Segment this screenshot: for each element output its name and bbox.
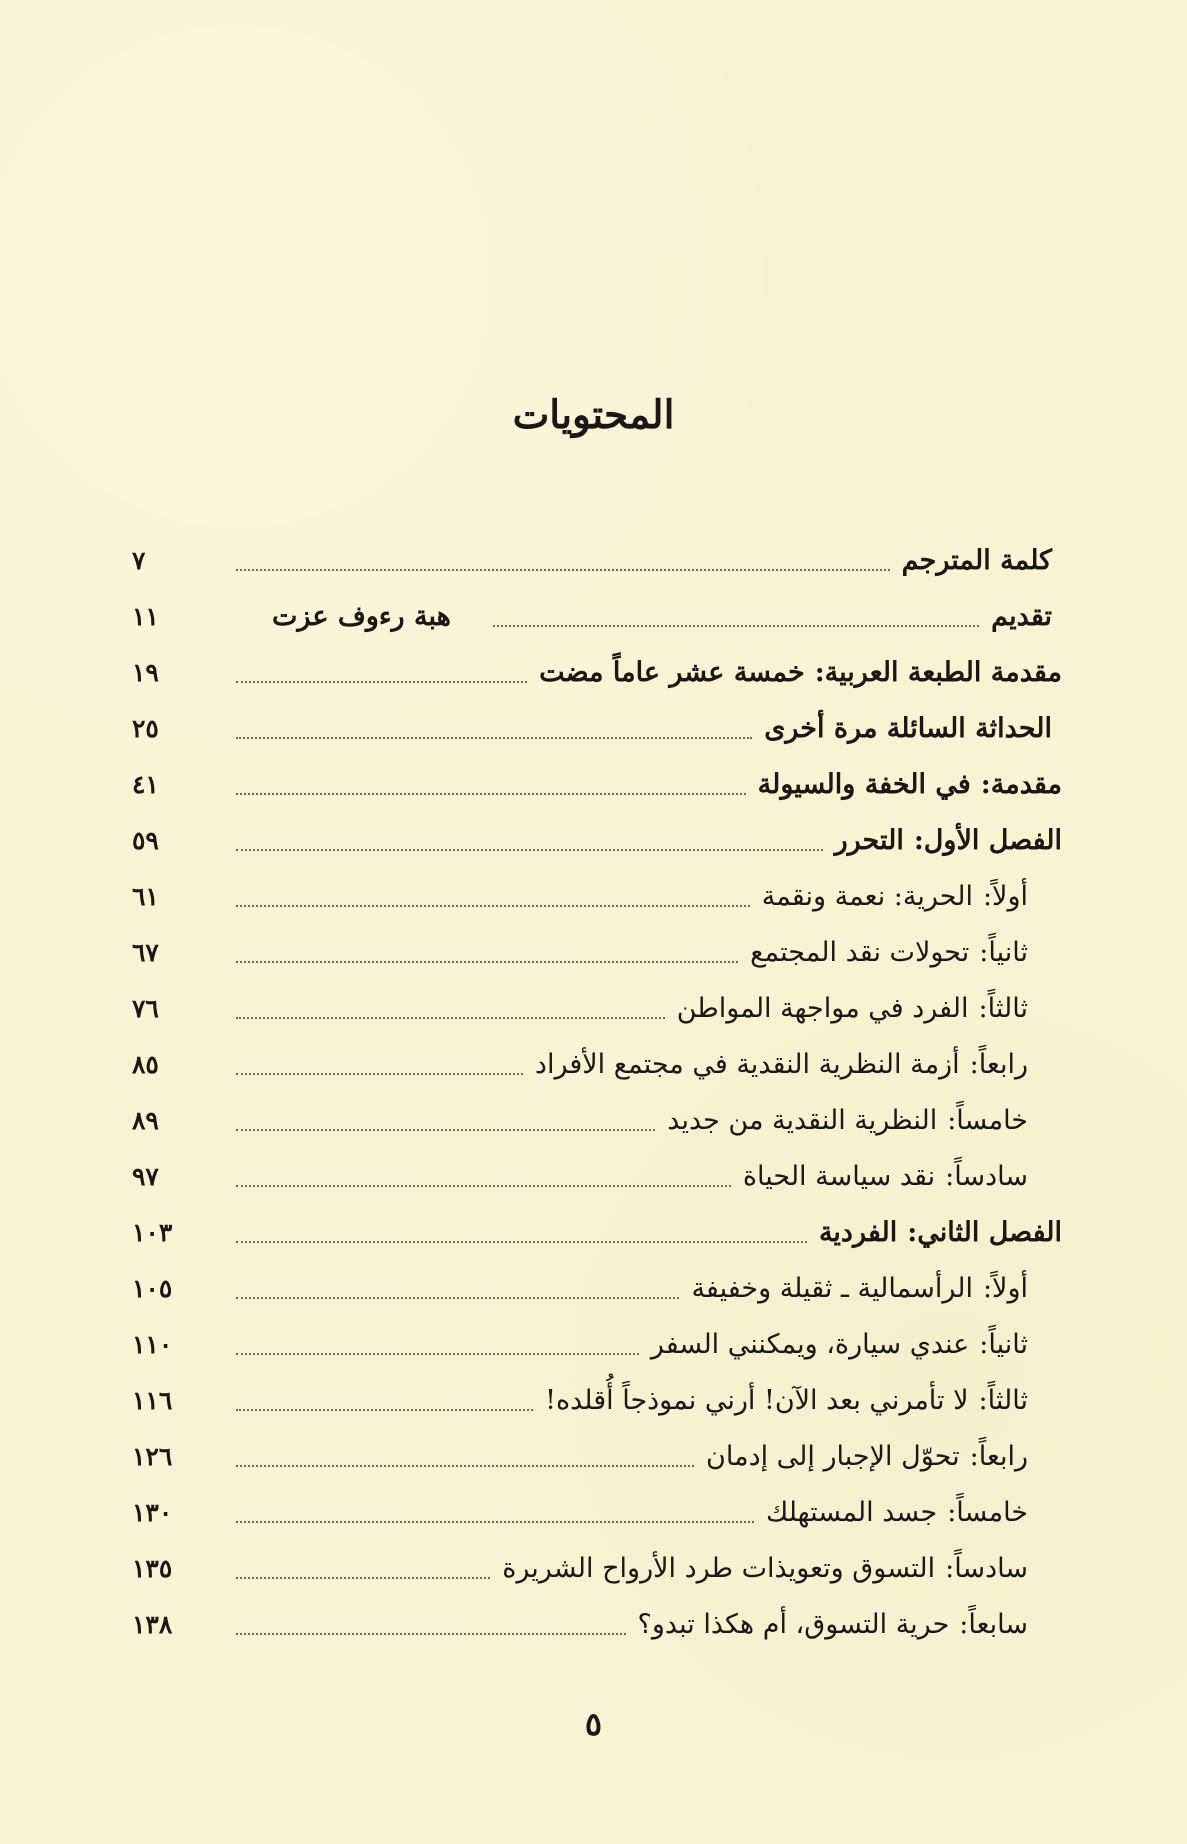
page-number-footer: ٥ bbox=[584, 1705, 603, 1743]
toc-entry-prefix: أولاً: bbox=[982, 880, 1028, 912]
toc-entry bbox=[132, 980, 1062, 1036]
toc-entry-label: الرأسمالية ـ ثقيلة وخفيفة bbox=[691, 1272, 973, 1304]
dot-leader bbox=[236, 1521, 754, 1523]
toc-entry-text bbox=[835, 825, 1062, 856]
dot-leader bbox=[493, 625, 979, 627]
toc-entry bbox=[132, 756, 1062, 812]
dot-leader bbox=[236, 1073, 523, 1075]
toc-entry-text bbox=[651, 1329, 1028, 1360]
toc-entry-text bbox=[991, 601, 1062, 632]
toc-entry-text bbox=[638, 1609, 1028, 1640]
dot-leader bbox=[236, 1017, 665, 1019]
toc-entry-page: ١٣٠ bbox=[132, 1497, 173, 1527]
toc-entry-page: ٧ bbox=[132, 545, 146, 575]
dot-leader bbox=[236, 1353, 639, 1355]
toc-entry-page: ١٠٣ bbox=[132, 1217, 173, 1247]
toc-entry-prefix: ثانياً: bbox=[979, 936, 1028, 968]
toc-entry-text bbox=[758, 769, 1062, 800]
toc-entry-label: التحرر bbox=[834, 824, 904, 856]
toc-entry-author: هبة رءوف عزت bbox=[272, 600, 451, 632]
toc-entry-label: في الخفة والسيولة bbox=[757, 768, 971, 800]
dot-leader bbox=[236, 1465, 694, 1467]
toc-entry bbox=[132, 812, 1062, 868]
toc-entry-text bbox=[902, 545, 1062, 576]
toc-entry-label: الفردية bbox=[818, 1216, 898, 1248]
toc-entry-prefix: ثالثاً: bbox=[978, 1384, 1028, 1416]
toc-entry-label: حرية التسوق، أم هكذا تبدو؟ bbox=[637, 1608, 950, 1640]
toc-entry bbox=[132, 1540, 1062, 1596]
toc-entry bbox=[132, 1484, 1062, 1540]
toc-entry-text bbox=[762, 881, 1028, 912]
toc-entry-text bbox=[691, 1273, 1028, 1304]
toc-entry-label: التسوق وتعويذات طرد الأرواح الشريرة bbox=[502, 1552, 936, 1584]
toc-entry-page: ٥٩ bbox=[132, 825, 159, 855]
toc-entry-prefix: سادساً: bbox=[945, 1160, 1028, 1192]
toc-entry-label: جسد المستهلك bbox=[765, 1496, 938, 1528]
toc-entry bbox=[132, 644, 1062, 700]
toc-entry-prefix: رابعاً: bbox=[969, 1440, 1028, 1472]
toc-entry-text bbox=[743, 1161, 1028, 1192]
toc-entry-prefix: ثانياً: bbox=[979, 1328, 1028, 1360]
dot-leader bbox=[236, 849, 823, 851]
toc-entry-page: ٢٥ bbox=[132, 713, 159, 743]
toc-entry-label: لا تأمرني بعد الآن! أرني نموذجاً أُقلده! bbox=[545, 1384, 969, 1416]
dot-leader bbox=[236, 905, 750, 907]
toc-entry-label: النظرية النقدية من جديد bbox=[667, 1104, 938, 1136]
toc-entry-label: تحوّل الإجبار إلى إدمان bbox=[706, 1440, 960, 1472]
toc-entry-page: ٧٦ bbox=[132, 993, 159, 1023]
toc-entry-text bbox=[706, 1441, 1028, 1472]
toc-entry-prefix: خامساً: bbox=[947, 1104, 1028, 1136]
toc-entry-label: تقديم bbox=[991, 600, 1052, 632]
toc-entry-text bbox=[677, 993, 1028, 1024]
toc-entry bbox=[132, 588, 1062, 644]
toc-entry-label: الفرد في مواجهة المواطن bbox=[676, 992, 969, 1024]
dot-leader bbox=[236, 1577, 490, 1579]
toc-entry-prefix: مقدمة: bbox=[980, 768, 1062, 800]
toc-entry-page: ٨٥ bbox=[132, 1049, 159, 1079]
toc-entry-page: ١٢٦ bbox=[132, 1441, 173, 1471]
toc-entry-prefix: مقدمة الطبعة العربية: bbox=[814, 656, 1062, 688]
dot-leader bbox=[236, 1241, 807, 1243]
toc-entry-page: ٩٧ bbox=[132, 1161, 159, 1191]
contents-title: المحتويات bbox=[512, 392, 675, 438]
toc-entry bbox=[132, 1260, 1062, 1316]
toc-entry-page: ١١٠ bbox=[132, 1329, 173, 1359]
toc-entry-text bbox=[766, 1497, 1028, 1528]
toc-entry bbox=[132, 1204, 1062, 1260]
toc-entry-page: ٤١ bbox=[132, 769, 159, 799]
toc-entry-page: ١٣٥ bbox=[132, 1553, 173, 1583]
toc-entry bbox=[132, 1092, 1062, 1148]
toc-entry-label: عندي سيارة، ويمكنني السفر bbox=[650, 1328, 970, 1360]
toc-entry-page: ١٠٥ bbox=[132, 1273, 173, 1303]
toc-entry-label: نقد سياسة الحياة bbox=[742, 1160, 936, 1192]
toc-entry-label: تحولات نقد المجتمع bbox=[750, 936, 970, 968]
toc-entry-text bbox=[819, 1217, 1062, 1248]
dot-leader bbox=[236, 793, 746, 795]
dot-leader bbox=[236, 1185, 731, 1187]
toc-entry-text bbox=[667, 1105, 1028, 1136]
toc-entry-label: الحداثة السائلة مرة أخرى bbox=[764, 712, 1052, 744]
toc-entry-page: ١١ bbox=[132, 601, 159, 631]
toc-entry-text bbox=[750, 937, 1028, 968]
toc-entry-label: كلمة المترجم bbox=[901, 544, 1052, 576]
toc-entry-label: الحرية: نعمة ونقمة bbox=[761, 880, 973, 912]
dot-leader bbox=[236, 569, 890, 571]
toc-entry-page: ١١٦ bbox=[132, 1385, 173, 1415]
toc-entry bbox=[132, 1148, 1062, 1204]
toc-entry bbox=[132, 1372, 1062, 1428]
toc-entry-text bbox=[539, 657, 1062, 688]
toc-entry-text bbox=[535, 1049, 1028, 1080]
toc-entry-page: ٨٩ bbox=[132, 1105, 159, 1135]
toc-entry-label: أزمة النظرية النقدية في مجتمع الأفراد bbox=[534, 1048, 960, 1080]
toc-entry-page: ١٣٨ bbox=[132, 1609, 173, 1639]
toc-entry-text bbox=[502, 1553, 1028, 1584]
toc-entry-text bbox=[545, 1385, 1028, 1416]
toc-entry bbox=[132, 532, 1062, 588]
toc-entry-page: ٦١ bbox=[132, 881, 159, 911]
toc-entry-prefix: خامساً: bbox=[947, 1496, 1028, 1528]
toc-entry bbox=[132, 1316, 1062, 1372]
dot-leader bbox=[236, 1129, 655, 1131]
toc-entry-prefix: سابعاً: bbox=[959, 1608, 1028, 1640]
toc-entry-prefix: الفصل الثاني: bbox=[907, 1216, 1062, 1248]
dot-leader bbox=[236, 1633, 626, 1635]
toc-entry-prefix: الفصل الأول: bbox=[913, 824, 1062, 856]
toc-entry bbox=[132, 1596, 1062, 1652]
dot-leader bbox=[236, 1297, 679, 1299]
toc-entry bbox=[132, 868, 1062, 924]
toc-entry-label: خمسة عشر عاماً مضت bbox=[539, 656, 805, 688]
toc-entry-prefix: سادساً: bbox=[945, 1552, 1028, 1584]
dot-leader bbox=[236, 961, 738, 963]
dot-leader bbox=[236, 1409, 533, 1411]
toc-entry-prefix: رابعاً: bbox=[969, 1048, 1028, 1080]
toc-entry-page: ١٩ bbox=[132, 657, 159, 687]
toc-entry bbox=[132, 1428, 1062, 1484]
toc-entry-prefix: ثالثاً: bbox=[978, 992, 1028, 1024]
toc-entry-text bbox=[764, 713, 1062, 744]
toc-entry-page: ٦٧ bbox=[132, 937, 159, 967]
toc-entry bbox=[132, 700, 1062, 756]
dot-leader bbox=[236, 737, 752, 739]
toc-entry bbox=[132, 1036, 1062, 1092]
toc-entry-prefix: أولاً: bbox=[982, 1272, 1028, 1304]
toc-entry bbox=[132, 924, 1062, 980]
table-of-contents bbox=[132, 532, 1062, 1652]
dot-leader bbox=[236, 681, 527, 683]
